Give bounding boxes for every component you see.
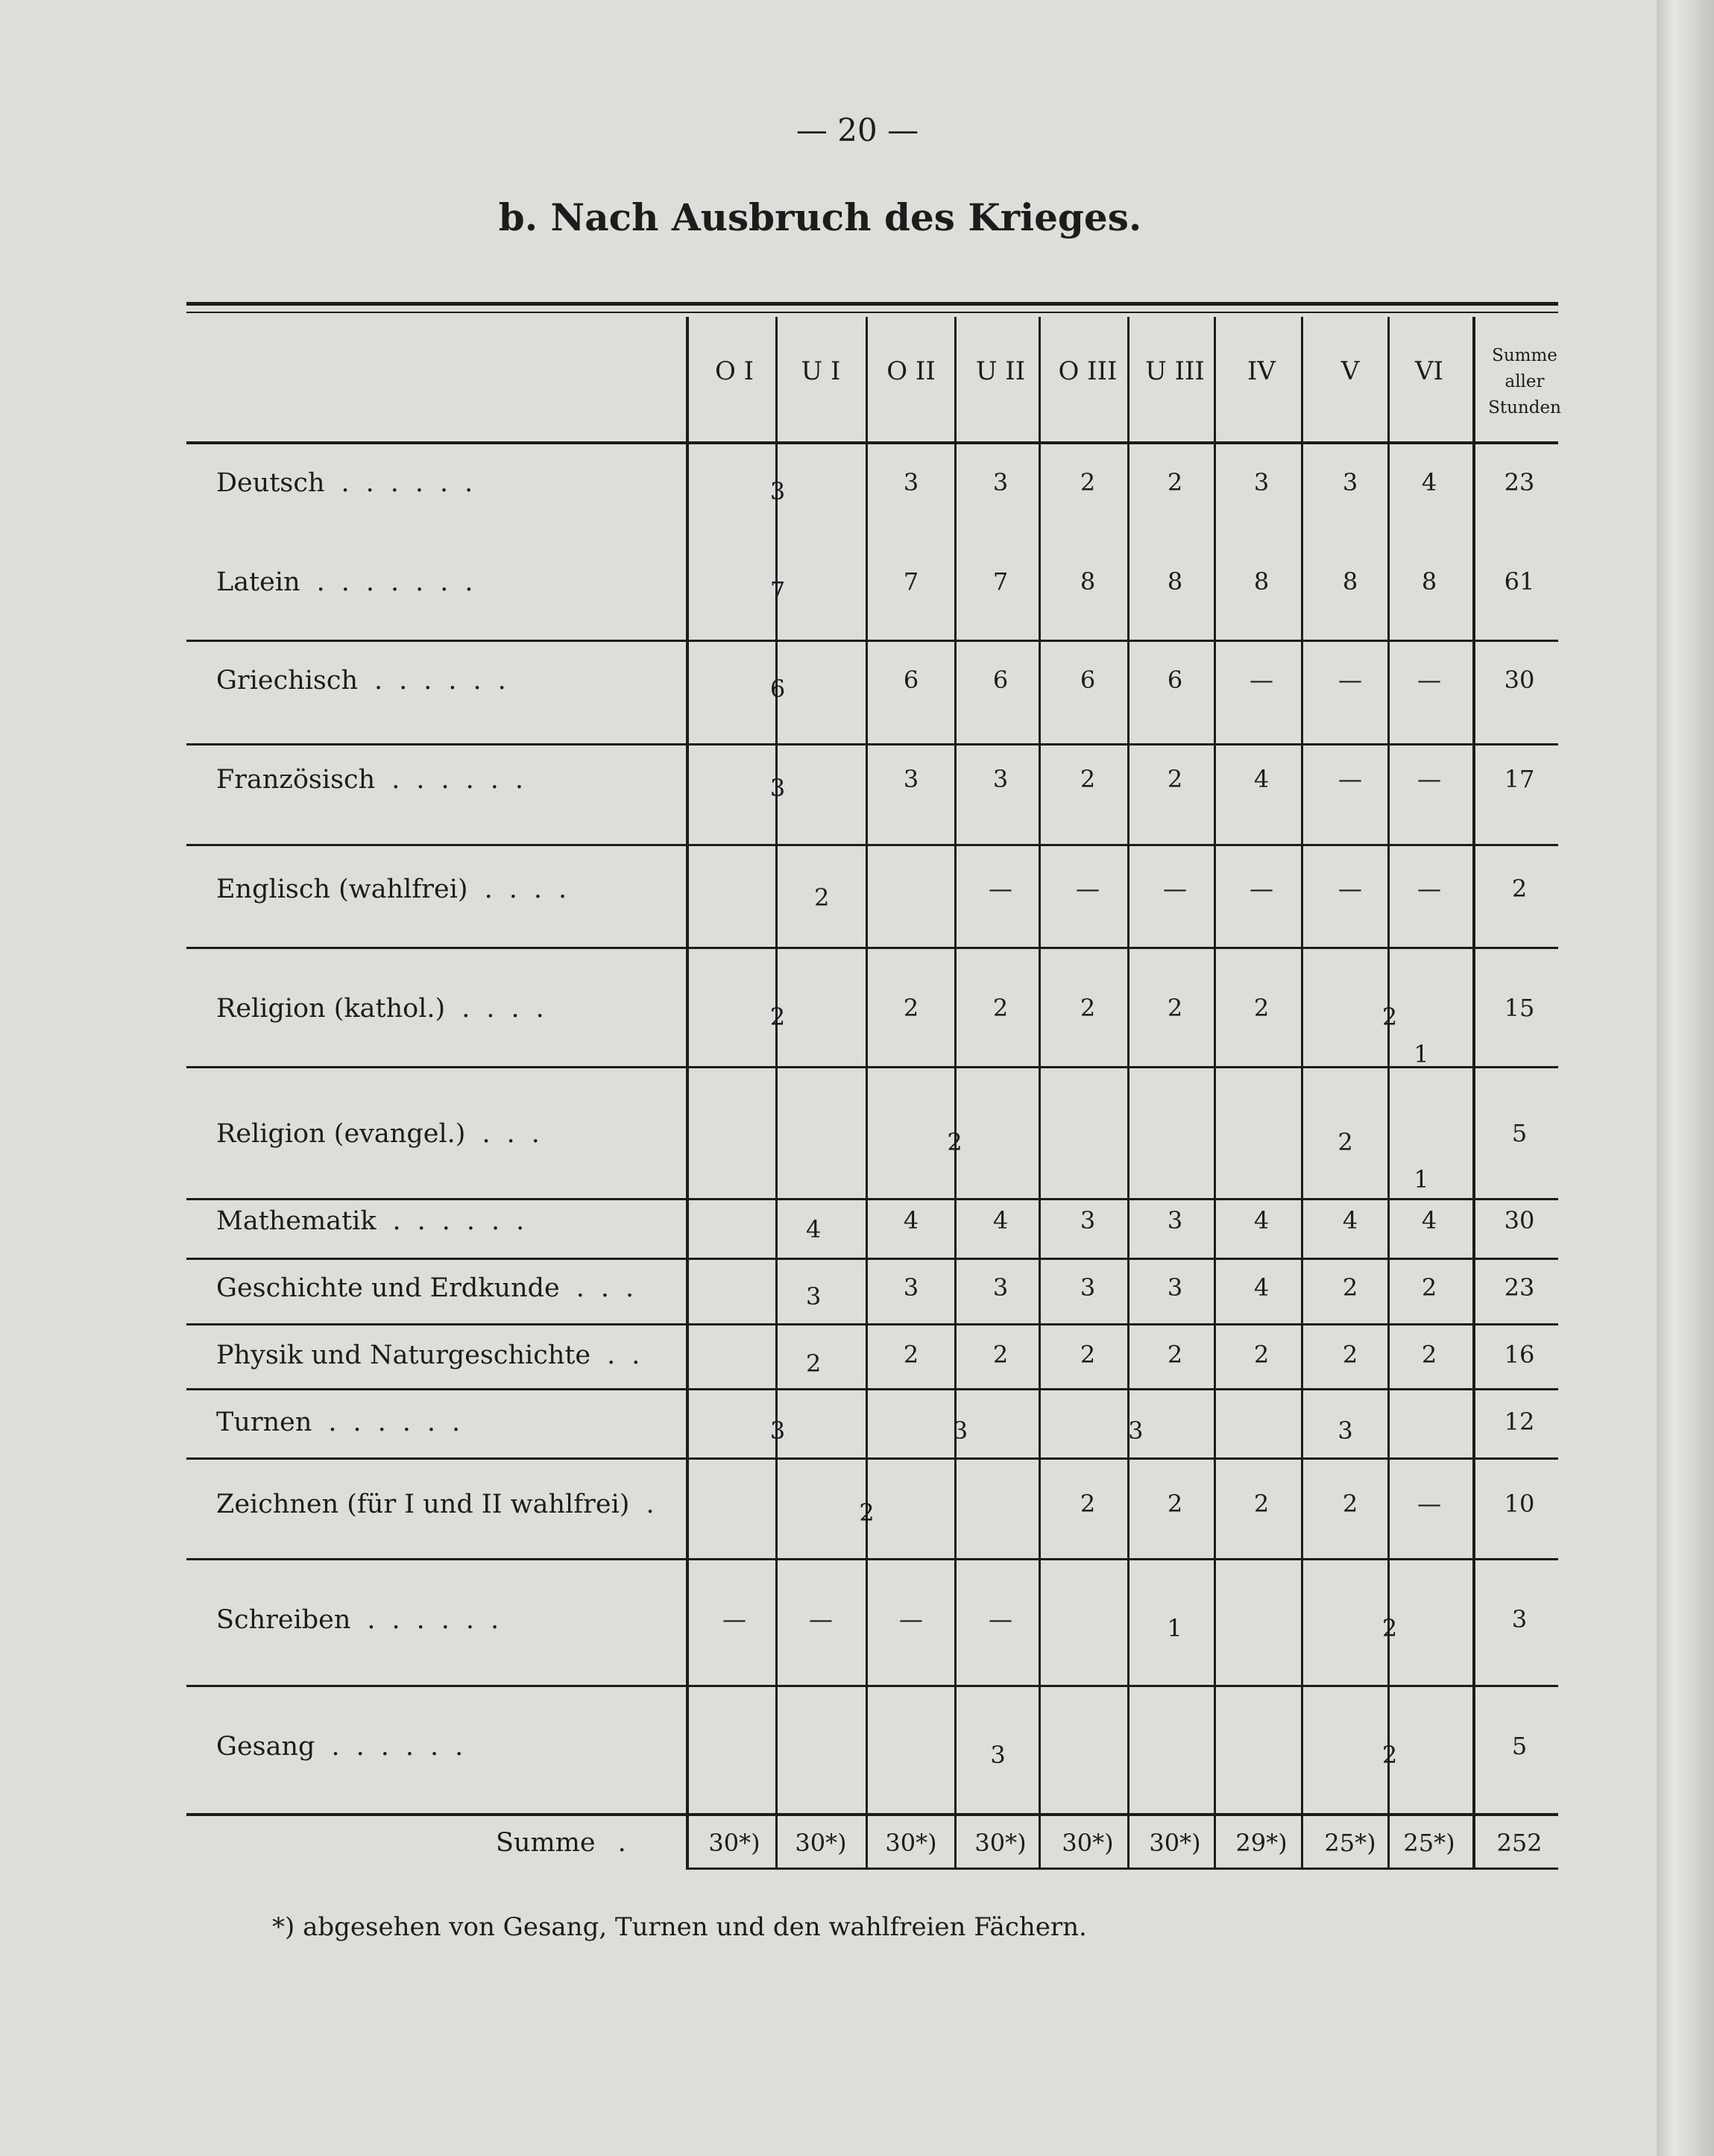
cell-value: — — [1338, 765, 1362, 793]
cell-value: 2 — [1080, 1340, 1096, 1369]
cell-value: 2 — [1167, 994, 1183, 1022]
column-header: O I — [714, 356, 754, 386]
row-sum: 2 — [1511, 874, 1528, 903]
row-divider — [186, 1685, 1558, 1687]
subject-label — [216, 1119, 556, 1149]
column-header: O II — [886, 356, 936, 386]
braced-value: 7 — [769, 576, 786, 605]
braced-value: 3 — [952, 1416, 968, 1445]
row-divider — [186, 1198, 1558, 1200]
cell-value: 3 — [1342, 468, 1358, 497]
cell-value: 2 — [1080, 468, 1096, 497]
summe-value: 30*) — [1149, 1829, 1201, 1857]
column-header: O III — [1058, 356, 1118, 386]
summe-label — [496, 1828, 626, 1858]
cell-value: 3 — [1167, 1273, 1183, 1302]
column-divider — [954, 317, 957, 1867]
subject-label — [216, 567, 490, 597]
summe-value: 25*) — [1403, 1829, 1455, 1857]
subject-name: Mathematik — [216, 1206, 376, 1236]
cell-value: 3 — [1167, 1206, 1183, 1235]
cell-value: — — [1417, 765, 1441, 793]
cell-value: 2 — [1421, 1273, 1437, 1302]
row-sum: 30 — [1504, 1206, 1535, 1235]
subject-name: Latein — [216, 567, 300, 597]
subject-name: Griechisch — [216, 666, 359, 696]
leader-dots: ...... — [341, 468, 490, 498]
cell-value: 4 — [1253, 1206, 1270, 1235]
cell-value: — — [989, 1605, 1012, 1633]
row-divider — [186, 1258, 1558, 1260]
column-divider — [1301, 317, 1303, 1867]
subject-name: Englisch (wahlfrei) — [216, 874, 468, 904]
cell-value: — — [1417, 1490, 1441, 1518]
cell-value: 6 — [1167, 666, 1183, 694]
cell-value: — — [1417, 666, 1441, 694]
subject-label — [216, 1732, 479, 1762]
braced-value: 3 — [1338, 1416, 1353, 1445]
summe-value: 29*) — [1235, 1829, 1288, 1857]
cell-value: 2 — [1342, 1273, 1358, 1302]
leader-dots: ...... — [374, 666, 523, 696]
column-divider — [1472, 317, 1475, 1867]
cell-value: 3 — [992, 1273, 1009, 1302]
subject-label — [216, 1273, 650, 1303]
leader-dots: . — [617, 1828, 626, 1858]
cell-value: 3 — [1080, 1273, 1096, 1302]
leader-dots: ... — [576, 1273, 651, 1303]
cell-value: 4 — [1421, 1206, 1437, 1235]
leader-dots: ...... — [328, 1408, 477, 1437]
leader-dots: ...... — [331, 1732, 480, 1762]
cell-value: 3 — [903, 468, 919, 497]
sum-header-line: aller — [1505, 372, 1545, 391]
subject-label — [216, 1206, 541, 1236]
cell-value: 4 — [1342, 1206, 1358, 1235]
header-rule — [186, 441, 1558, 444]
row-sum: 12 — [1504, 1408, 1535, 1436]
cell-value: 2 — [1080, 1490, 1096, 1518]
braced-value: 1 — [1167, 1614, 1182, 1642]
cell-value: 2 — [903, 994, 919, 1022]
row-sum: 5 — [1511, 1732, 1528, 1760]
column-header: IV — [1247, 356, 1276, 386]
subject-label — [216, 1408, 476, 1437]
column-divider — [866, 317, 868, 1867]
cell-value: 2 — [1253, 1490, 1270, 1518]
cell-value: — — [1076, 874, 1100, 903]
cell-value: 2 — [1167, 765, 1183, 793]
row-divider — [186, 1813, 1558, 1816]
braced-value: 2 — [814, 883, 830, 912]
sum-header-line: Stunden — [1488, 398, 1561, 417]
braced-value: 3 — [1128, 1416, 1144, 1445]
leader-dots: ...... — [367, 1605, 516, 1635]
braced-value: 3 — [990, 1741, 1006, 1769]
leader-dots: .... — [484, 874, 584, 904]
row-divider — [186, 1558, 1558, 1560]
subject-name: Zeichnen (für I und II wahlfrei) — [216, 1490, 630, 1519]
cell-value: 2 — [903, 1340, 919, 1369]
column-header: U I — [801, 356, 841, 386]
cell-value: 7 — [992, 567, 1009, 596]
row-divider — [186, 640, 1558, 642]
subject-name: Gesang — [216, 1732, 315, 1762]
braced-value: 2 — [859, 1498, 875, 1527]
cell-value: 4 — [992, 1206, 1009, 1235]
cell-value: 2 — [992, 1340, 1009, 1369]
top-rule — [186, 302, 1558, 306]
column-divider — [775, 317, 778, 1867]
braced-value: 2 — [1381, 1741, 1398, 1769]
row-sum: 15 — [1504, 994, 1535, 1022]
cell-value: 2 — [1253, 1340, 1270, 1369]
leader-dots: .. — [607, 1340, 657, 1370]
column-divider — [1127, 317, 1129, 1867]
next-page-edge — [1657, 0, 1714, 2156]
row-sum: 30 — [1504, 666, 1535, 694]
sum-header-line: Summe — [1492, 346, 1557, 365]
bottom-rule — [686, 1867, 1558, 1870]
cell-value: — — [1163, 874, 1187, 903]
braced-value: 4 — [806, 1215, 822, 1244]
footnote: *) abgesehen von Gesang, Turnen und den wahlfreien Fächern. — [272, 1912, 1087, 1942]
row-divider — [186, 947, 1558, 949]
cell-value: 2 — [1342, 1490, 1358, 1518]
cell-value: 4 — [1421, 468, 1437, 497]
braced-value: 2 — [947, 1128, 962, 1156]
subject-label — [216, 1340, 656, 1370]
braced-value: 2 — [769, 1003, 786, 1031]
summe-value: 25*) — [1324, 1829, 1376, 1857]
subject-name: Geschichte und Erdkunde — [216, 1273, 560, 1303]
braced-value: 3 — [769, 1416, 786, 1445]
cell-value: — — [1338, 666, 1362, 694]
row-divider — [186, 844, 1558, 846]
column-divider — [686, 317, 689, 1867]
cell-value: 2 — [1167, 468, 1183, 497]
cell-value: 6 — [903, 666, 919, 694]
top-rule-thin — [186, 312, 1558, 313]
subject-label — [216, 1490, 671, 1519]
summe-value: 30*) — [885, 1829, 937, 1857]
cell-value: 8 — [1253, 567, 1270, 596]
subject-name: Religion (evangel.) — [216, 1119, 466, 1149]
cell-value: — — [1250, 874, 1273, 903]
cell-value: 2 — [1253, 994, 1270, 1022]
summe-value: 30*) — [795, 1829, 847, 1857]
leader-dots: ... — [482, 1119, 556, 1149]
leader-dots: ...... — [391, 765, 540, 795]
row-divider — [186, 743, 1558, 746]
row-sum: 23 — [1504, 468, 1535, 497]
cell-value: 2 — [1080, 994, 1096, 1022]
cell-value: 3 — [903, 765, 919, 793]
grand-total: 252 — [1496, 1829, 1543, 1857]
row-divider — [186, 1323, 1558, 1326]
cell-value: — — [1417, 874, 1441, 903]
cell-value: 8 — [1080, 567, 1096, 596]
cell-value: 4 — [1253, 765, 1270, 793]
column-divider — [1039, 317, 1041, 1867]
subject-name: Schreiben — [216, 1605, 351, 1635]
braced-value: 3 — [769, 477, 786, 505]
cell-value: 3 — [903, 1273, 919, 1302]
cell-value: 2 — [992, 994, 1009, 1022]
subject-label — [216, 994, 561, 1024]
column-header: V — [1340, 356, 1360, 386]
page-number: — 20 — — [795, 112, 919, 148]
cell-value: 2 — [1342, 1340, 1358, 1369]
section-heading: b. Nach Ausbruch des Krieges. — [498, 195, 1142, 239]
braced-value: 2 — [1338, 1128, 1353, 1156]
leader-dots: ...... — [392, 1206, 541, 1236]
cell-value: 3 — [992, 468, 1009, 497]
row-divider — [186, 1388, 1558, 1390]
leader-dots: . — [646, 1490, 671, 1519]
subject-name: Französisch — [216, 765, 376, 795]
braced-value: 3 — [806, 1282, 822, 1311]
summe-value: 30*) — [708, 1829, 760, 1857]
subject-name: Deutsch — [216, 468, 325, 498]
cell-value: 2 — [1080, 765, 1096, 793]
braced-value: 2 — [806, 1349, 822, 1378]
row-divider — [186, 1457, 1558, 1460]
cell-value: 4 — [903, 1206, 919, 1235]
subject-name: Religion (kathol.) — [216, 994, 446, 1024]
cell-value: 8 — [1421, 567, 1437, 596]
subject-label — [216, 666, 523, 696]
cell-value: — — [722, 1605, 746, 1633]
subject-label — [216, 468, 489, 498]
subject-name: Turnen — [216, 1408, 312, 1437]
braced-value: 2 — [1381, 1003, 1398, 1031]
summe-value: 30*) — [974, 1829, 1027, 1857]
summe-text: Summe — [496, 1828, 596, 1858]
row-sum: 5 — [1511, 1119, 1528, 1147]
cell-value: 3 — [1080, 1206, 1096, 1235]
cell-value: 8 — [1342, 567, 1358, 596]
subject-label — [216, 874, 583, 904]
subject-label — [216, 1605, 515, 1635]
cell-value: 4 — [1253, 1273, 1270, 1302]
column-header: U II — [975, 356, 1026, 386]
cell-value: 2 — [1421, 1340, 1437, 1369]
braced-value: 6 — [769, 675, 786, 703]
subject-name: Physik und Naturgeschichte — [216, 1340, 591, 1370]
cell-value: — — [809, 1605, 833, 1633]
cell-value: 1 — [1414, 1165, 1429, 1194]
cell-value: 6 — [1080, 666, 1096, 694]
cell-value: 3 — [1253, 468, 1270, 497]
cell-value: 1 — [1414, 1040, 1429, 1068]
row-sum: 23 — [1504, 1273, 1535, 1302]
row-sum: 10 — [1504, 1490, 1535, 1518]
cell-value: — — [1338, 874, 1362, 903]
leader-dots: ....... — [316, 567, 490, 597]
cell-value: — — [1250, 666, 1273, 694]
summe-value: 30*) — [1062, 1829, 1114, 1857]
row-sum: 16 — [1504, 1340, 1535, 1369]
cell-value: 3 — [992, 765, 1009, 793]
row-sum: 17 — [1504, 765, 1535, 793]
column-header: VI — [1415, 356, 1443, 386]
cell-value: 2 — [1167, 1490, 1183, 1518]
cell-value: 7 — [903, 567, 919, 596]
leader-dots: .... — [461, 994, 561, 1024]
row-sum: 61 — [1504, 567, 1535, 596]
cell-value: 2 — [1167, 1340, 1183, 1369]
cell-value: 6 — [992, 666, 1009, 694]
braced-value: 3 — [769, 774, 786, 802]
sum-column-header — [1480, 343, 1569, 421]
subject-label — [216, 765, 540, 795]
braced-value: 2 — [1381, 1614, 1398, 1642]
cell-value: 8 — [1167, 567, 1183, 596]
cell-value: — — [899, 1605, 923, 1633]
row-divider — [186, 1066, 1558, 1068]
row-sum: 3 — [1511, 1605, 1528, 1633]
cell-value: — — [989, 874, 1012, 903]
column-header: U III — [1145, 356, 1205, 386]
